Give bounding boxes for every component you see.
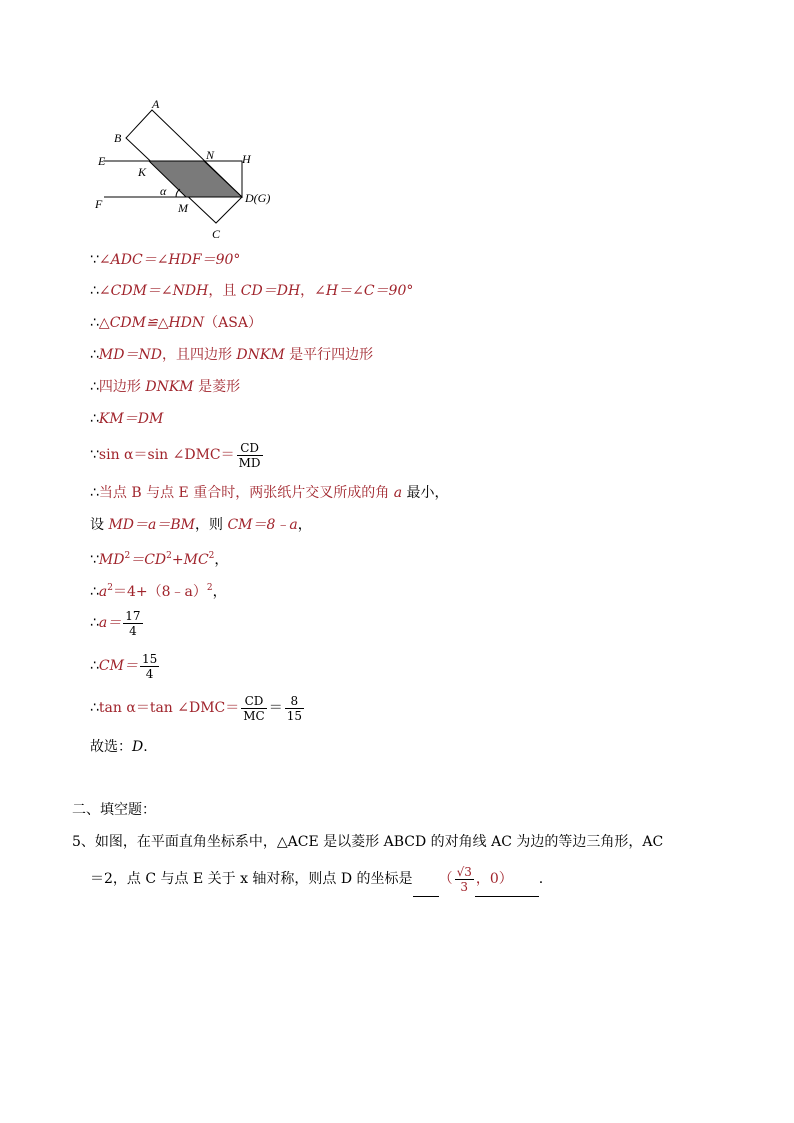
solution-line-10: [90, 546, 228, 570]
numerator: 15: [141, 651, 158, 666]
equals: ＝: [268, 700, 283, 716]
expr-b: DNKM: [145, 379, 194, 395]
fraction-cd-mc: [241, 694, 266, 723]
denominator: 15: [286, 708, 303, 723]
text-period: .: [143, 739, 148, 755]
exponent: 2: [107, 583, 114, 593]
expr-a: ∠CDM＝∠NDH: [98, 283, 209, 299]
expr-b: DNKM: [236, 347, 285, 363]
expr-a: △CDM≌△HDN: [98, 315, 205, 331]
expr: ∠ADC＝∠HDF＝90°: [98, 252, 241, 268]
denominator: 4: [129, 623, 137, 638]
solution-line-1: [90, 250, 240, 270]
expr-a: KM＝DM: [98, 411, 164, 427]
numerator: √3: [456, 864, 472, 879]
denominator: 3: [460, 879, 469, 894]
numerator: CD: [237, 441, 263, 456]
therefore-symbol: ∴: [90, 283, 99, 299]
solution-line-8: [90, 483, 449, 503]
solution-line-3: [90, 313, 262, 333]
expr-a: a＝: [98, 615, 122, 631]
numerator: CD: [241, 694, 266, 709]
text-comma: ，: [214, 552, 229, 568]
solution-line-12: [90, 608, 145, 638]
numerator: 8: [285, 694, 304, 709]
fraction-17-4: [123, 609, 142, 638]
text-e: ，: [297, 517, 312, 533]
text-mid: ，且四边形: [161, 347, 237, 363]
question-5-line-1: 5、如图，在平面直角坐标系中，△ACE 是以菱形 ABCD 的对角线 AC 为边的等边三角形，AC: [72, 834, 664, 850]
answer-rest: ，0）: [475, 871, 513, 887]
text-comma: ，: [212, 584, 227, 600]
numerator: 17: [125, 608, 141, 623]
expr-a: MD＝ND: [98, 347, 162, 363]
label-c: C: [212, 227, 221, 241]
text-a: 四边形: [98, 379, 146, 395]
solution-line-13: [90, 651, 161, 681]
therefore-symbol: ∴: [90, 615, 99, 631]
fraction-15-4: [140, 652, 159, 681]
geometry-figure: [92, 98, 292, 243]
exponent: 2: [208, 551, 215, 561]
exponent: 2: [124, 551, 131, 561]
label-a: A: [152, 98, 160, 111]
expr-b: ＝4+（8﹣a）: [113, 584, 207, 600]
label-f: F: [95, 197, 103, 211]
fraction-cd-md: [237, 441, 263, 470]
denominator: MD: [238, 455, 261, 470]
blank-right: [513, 862, 539, 897]
label-alpha: α: [160, 184, 167, 198]
question-text: ＝2，点 C 与点 E 关于 x 轴对称，则点 D 的坐标是: [90, 871, 413, 887]
text-end: 是菱形: [193, 379, 241, 395]
label-h: H: [242, 152, 251, 166]
solution-line-9: [90, 515, 312, 535]
expr-mc: +MC: [171, 552, 209, 568]
expr-a: sin α＝sin ∠DMC＝: [98, 447, 235, 463]
text-a: 设: [90, 517, 109, 533]
exponent: 2: [166, 551, 172, 561]
fraction-8-15: [285, 694, 304, 723]
because-symbol: ∵: [90, 252, 99, 268]
solution-line-7: [90, 440, 265, 470]
exponent: 2: [206, 583, 213, 593]
answer-underline: [475, 896, 525, 897]
expr-md: MD: [98, 552, 125, 568]
question-5-line-2: [90, 862, 543, 897]
solution-line-11: [90, 578, 227, 602]
therefore-symbol: ∴: [90, 485, 99, 501]
solution-line-5: [90, 377, 240, 397]
denominator: MC: [243, 708, 265, 723]
solution-line-2: [90, 281, 413, 301]
text-end: 是平行四边形: [284, 347, 374, 363]
expr-a: a: [98, 584, 108, 600]
expr-d: CM＝8﹣a: [227, 517, 298, 533]
therefore-symbol: ∴: [90, 315, 99, 331]
text-c: ，则: [194, 517, 228, 533]
because-symbol: ∵: [90, 447, 99, 463]
label-m: M: [178, 201, 188, 215]
answer-open: （: [438, 871, 453, 887]
blank-left: [413, 862, 439, 897]
expr-b: MD＝a＝BM: [108, 517, 195, 533]
expr-c: ∠H＝∠C＝90°: [314, 283, 414, 299]
text-end: 最小，: [402, 485, 449, 501]
because-symbol: ∵: [90, 552, 99, 568]
text-period: .: [538, 871, 544, 887]
expr-a: CM＝: [98, 658, 138, 674]
therefore-symbol: ∴: [90, 347, 99, 363]
therefore-symbol: ∴: [90, 411, 99, 427]
therefore-symbol: ∴: [90, 584, 99, 600]
label-b: B: [114, 131, 122, 145]
expr-b: CD＝DH: [240, 283, 301, 299]
figure-svg: [92, 98, 292, 243]
denominator: 4: [145, 666, 154, 681]
answer-letter: D: [132, 739, 144, 755]
label-n: N: [206, 148, 215, 162]
therefore-symbol: ∴: [90, 700, 99, 716]
label-dg: D(G): [245, 191, 271, 205]
therefore-symbol: ∴: [90, 379, 99, 395]
answer-fraction: [455, 865, 474, 894]
solution-line-4: [90, 345, 373, 365]
solution-line-14: [90, 693, 306, 723]
text-sep: ，: [300, 283, 315, 299]
label-k: K: [138, 165, 147, 179]
text-b: （ASA）: [204, 315, 262, 331]
solution-line-15: [90, 737, 148, 757]
expr-a: tan α＝tan ∠DMC＝: [98, 700, 240, 716]
solution-line-6: [90, 409, 163, 429]
section-title: 二、填空题：: [72, 802, 156, 818]
text-a: 当点 B 与点 E 重合时，两张纸片交叉所成的角: [98, 485, 394, 501]
label-e: E: [98, 154, 106, 168]
text-a: 故选：: [90, 739, 132, 755]
text-mid: ，且: [208, 283, 241, 299]
alpha-symbol: a: [393, 485, 403, 501]
expr-cd: ＝CD: [130, 552, 167, 568]
therefore-symbol: ∴: [90, 658, 99, 674]
